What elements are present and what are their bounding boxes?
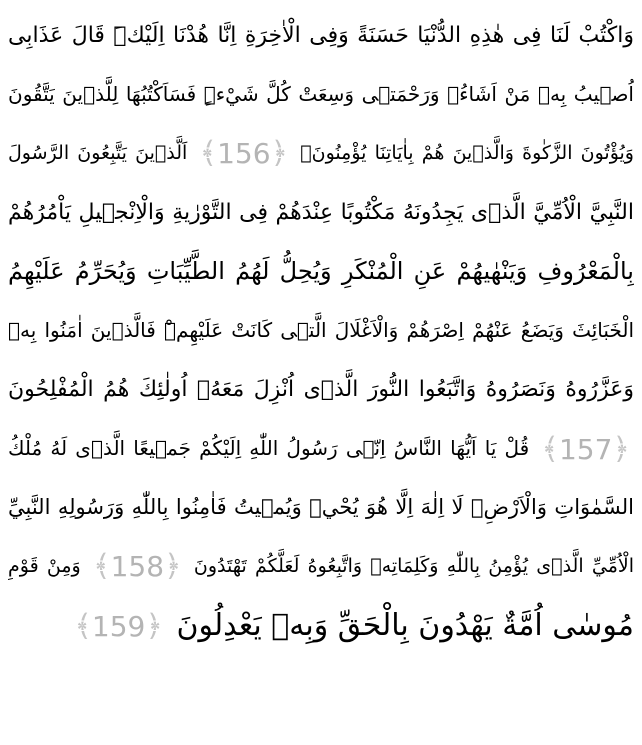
text-line-10: [8, 537, 634, 596]
line-text: اُصٖيبُ بِهٖ مَنْ اَشَاءُۚ وَرَحْمَتٖى وَسِعَتْ كُلَّ شَيْءٍۜ فَسَاَكْتُبُهَا لِلَّذٖينَ يَتَّقُونَ: [8, 82, 634, 106]
ayah-number-marker: ﴾156﴿: [199, 135, 289, 171]
text-line-9: [8, 478, 634, 537]
ayah-number-marker: ﴾159﴿: [74, 608, 163, 644]
ayah-number-marker: ﴾158﴿: [93, 548, 182, 584]
line-text-after: اَلَّذٖينَ يَتَّبِعُونَ الرَّسُولَ: [8, 142, 188, 164]
line-text: وَيُؤْتُونَ الزَّكٰوةَ وَالَّذٖينَ هُمْ بِاٰيَاتِنَا يُؤْمِنُونَۚ: [300, 142, 634, 164]
ayah-number-marker: ﴾157﴿: [541, 431, 630, 467]
line-text: وَعَزَّرُوهُ وَنَصَرُوهُ وَاتَّبَعُوا النُّورَ الَّذٖى اُنْزِلَ مَعَهُۙ اُولٰئِكَ هُمُ الْمُفْلِحُونَ: [8, 377, 634, 402]
line-text-after: وَمِنْ قَوْمِ: [8, 555, 81, 577]
text-line-7: [8, 360, 634, 419]
text-line-8: [8, 419, 634, 478]
text-line-6: [8, 301, 634, 360]
text-line-4: [8, 183, 634, 242]
text-line-5: [8, 242, 634, 301]
line-text: السَّمٰوَاتِ وَالْاَرْضِۚ لَا اِلٰهَ اِلَّا هُوَ يُحْيٖ وَيُمٖيتُ فَاٰمِنُوا بِاللّٰهِ وَرَسُولِهِ النَّبِيِّ: [8, 495, 634, 519]
line-text-after: قُلْ يَا اَيُّهَا النَّاسُ اِنّٖى رَسُولُ اللّٰهِ اِلَيْكُمْ جَمٖيعًا الَّذٖى لَهُ مُلْكُ: [8, 436, 530, 460]
line-text: الْخَبَائِثَ وَيَضَعُ عَنْهُمْ اِصْرَهُمْ وَالْاَغْلَالَ الَّتٖى كَانَتْ عَلَيْهِمْۜ فَالَّذٖينَ اٰمَنُوا بِهٖ: [8, 318, 634, 342]
line-text: النَّبِيَّ الْاُمِّيَّ الَّذٖى يَجِدُونَهُ مَكْتُوبًا عِنْدَهُمْ فِى التَّوْرٰيةِ وَالْاِنْجٖيلِ يَاْمُرُهُمْ: [8, 200, 634, 225]
text-line-3: [8, 124, 634, 183]
line-text: بِالْمَعْرُوفِ وَيَنْهٰيهُمْ عَنِ الْمُنْكَرِ وَيُحِلُّ لَهُمُ الطَّيِّبَاتِ وَيُحَرِّمُ عَلَيْهِمُ: [8, 257, 634, 285]
line-text: مُوسٰى اُمَّةٌ يَهْدُونَ بِالْحَقِّ وَبِهٖ يَعْدِلُونَ: [176, 608, 634, 643]
arabic-text-block: [8, 6, 634, 655]
line-text: وَاكْتُبْ لَنَا فِى هٰذِهِ الدُّنْيَا حَسَنَةً وَفِى الْاٰخِرَةِ اِنَّا هُدْنَا اِلَيْكَۜ قَالَ عَذَابِى: [8, 23, 634, 48]
text-line-1: [8, 6, 634, 65]
line-text: الْاُمِّيِّ الَّذٖى يُؤْمِنُ بِاللّٰهِ وَكَلِمَاتِهٖ وَاتَّبِعُوهُ لَعَلَّكُمْ تَهْتَدُونَ: [193, 555, 634, 577]
text-line-11: [8, 596, 634, 655]
text-line-2: [8, 65, 634, 124]
